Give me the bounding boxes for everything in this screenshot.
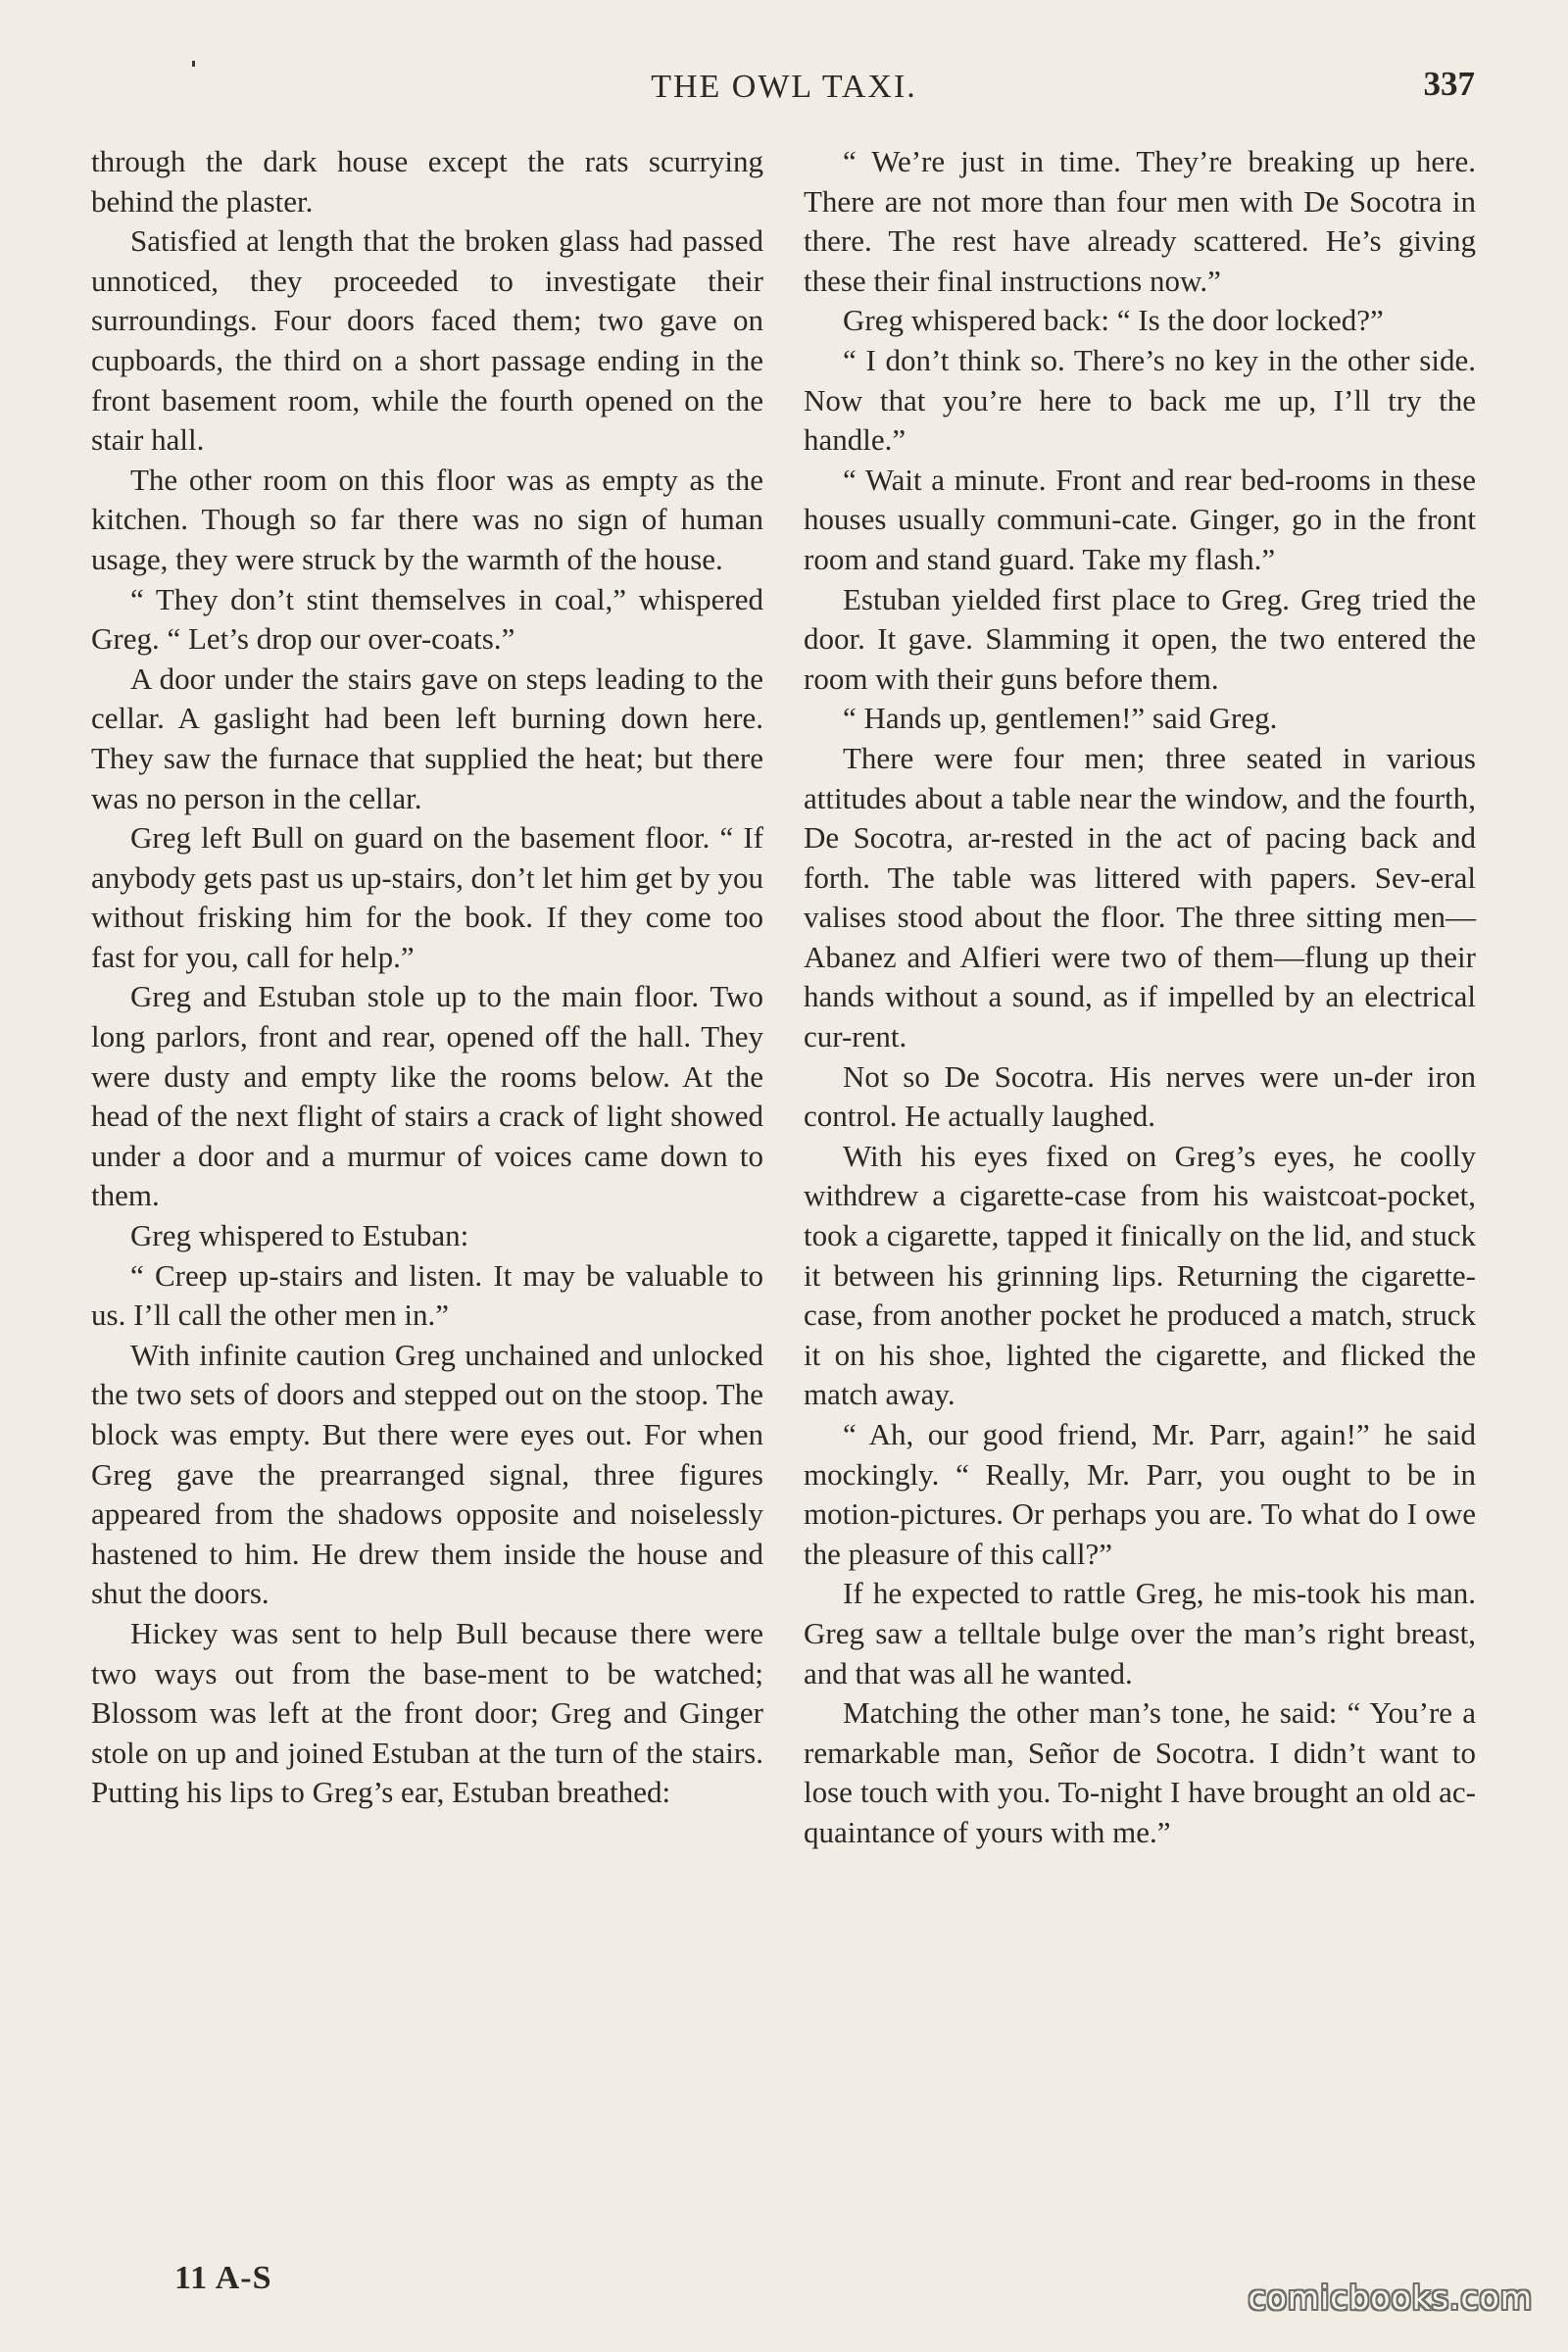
running-header-title: THE OWL TAXI. bbox=[651, 69, 917, 105]
paragraph: “ Creep up-stairs and listen. It may be valuable to us. I’ll call the other men in.” bbox=[91, 1257, 763, 1333]
paragraph: With infinite caution Greg unchained and unlocked the two sets of doors and stepped out on the stoop. The block was empty. But there were eyes out. For when Greg gave the prearranged signal, three figures appeared from the shadows opposite and noiselessly hastened to him. He drew them inside the house and shut the doors. bbox=[91, 1337, 763, 1611]
paragraph: There were four men; three seated in various attitudes about a table near the window, and the fourth, De Socotra, ar-rested in the act of pacing back and forth. The table was littered with papers. Sev-eral valises stood about the floor. The three sitting men—Abanez and Alfieri were two of them—flung up their hands without a sound, as if impelled by an electrical cur-rent. bbox=[804, 740, 1476, 1054]
paragraph: “ Hands up, gentlemen!” said Greg. bbox=[843, 701, 1278, 736]
paragraph: Greg left Bull on guard on the basement floor. “ If anybody gets past us up-stairs, don’t let him get by you without frisking him for the book. If they come too fast for you, call for help.” bbox=[91, 820, 763, 974]
print-speck bbox=[192, 61, 195, 67]
paragraph: With his eyes fixed on Greg’s eyes, he coolly withdrew a cigarette-case from his waistcoat-pocket, took a cigarette, tapped it finically on the lid, and stuck it between his grinning lips. Returning the cigarette-case, from another pocket he produced a match, struck it on his shoe, lighted the cigarette, and flicked the match away. bbox=[804, 1138, 1476, 1412]
paragraph: Satisfied at length that the broken glass had passed unnoticed, they proceeded to investigate their surroundings. Four doors faced them; two gave on cupboards, the third on a short passage ending in the front basement room, while the fourth opened on the stair hall. bbox=[91, 223, 763, 458]
right-column bbox=[804, 142, 1476, 1853]
paragraph: Greg whispered back: “ Is the door locked?” bbox=[843, 303, 1384, 338]
paragraph: “ They don’t stint themselves in coal,” whispered Greg. “ Let’s drop our over-coats.” bbox=[91, 581, 763, 657]
left-column bbox=[91, 142, 763, 1813]
paragraph: If he expected to rattle Greg, he mis-took his man. Greg saw a telltale bulge over the man’s right breast, and that was all he wanted. bbox=[804, 1576, 1476, 1690]
paragraph: Not so De Socotra. His nerves were un-der iron control. He actually laughed. bbox=[804, 1058, 1476, 1134]
paragraph: Hickey was sent to help Bull because there were two ways out from the base-ment to be watched; Blossom was left at the front door; Greg and Ginger stole on up and joined Estuban at the turn of the stairs. Putting his lips to Greg’s ear, Estuban breathed: bbox=[91, 1615, 763, 1810]
paragraph: Estuban yielded first place to Greg. Greg tried the door. It gave. Slamming it open, the two entered the room with their guns before them. bbox=[804, 581, 1476, 696]
paragraph: “ Ah, our good friend, Mr. Parr, again!” he said mockingly. “ Really, Mr. Parr, you ought to be in motion-pictures. Or perhaps you are. To what do I owe the pleasure of this call?” bbox=[804, 1417, 1476, 1571]
paragraph: through the dark house except the rats scurrying behind the plaster. bbox=[91, 144, 763, 219]
paragraph: “ We’re just in time. They’re breaking up here. There are not more than four men with De Socotra in there. The rest have already scattered. He’s giving these their final instructions now.” bbox=[804, 144, 1476, 298]
page-number: 337 bbox=[1423, 65, 1475, 103]
paragraph: Greg whispered to Estuban: bbox=[130, 1218, 469, 1253]
paragraph: Matching the other man’s tone, he said: “ You’re a remarkable man, Señor de Socotra. I didn’t want to lose touch with you. To-night I have brought an old ac-quaintance of yours with me.” bbox=[804, 1695, 1476, 1849]
paragraph: A door under the stairs gave on steps leading to the cellar. A gaslight had been left burning down here. They saw the furnace that supplied the heat; but there was no person in the cellar. bbox=[91, 661, 763, 815]
site-watermark: comicbooks.com bbox=[1248, 2278, 1533, 2317]
signature-mark: 11 A-S bbox=[174, 2260, 272, 2296]
paragraph: “ I don’t think so. There’s no key in the other side. Now that you’re here to back me up, I’ll try the handle.” bbox=[804, 342, 1476, 458]
paragraph: Greg and Estuban stole up to the main floor. Two long parlors, front and rear, opened off the hall. They were dusty and empty like the rooms below. At the head of the next flight of stairs a crack of light showed under a door and a murmur of voices came down to them. bbox=[91, 979, 763, 1213]
paragraph: The other room on this floor was as empty as the kitchen. Though so far there was no sign of human usage, they were struck by the warmth of the house. bbox=[91, 462, 763, 576]
paragraph: “ Wait a minute. Front and rear bed-rooms in these houses usually communi-cate. Ginger, go in the front room and stand guard. Take my flash.” bbox=[804, 462, 1476, 576]
